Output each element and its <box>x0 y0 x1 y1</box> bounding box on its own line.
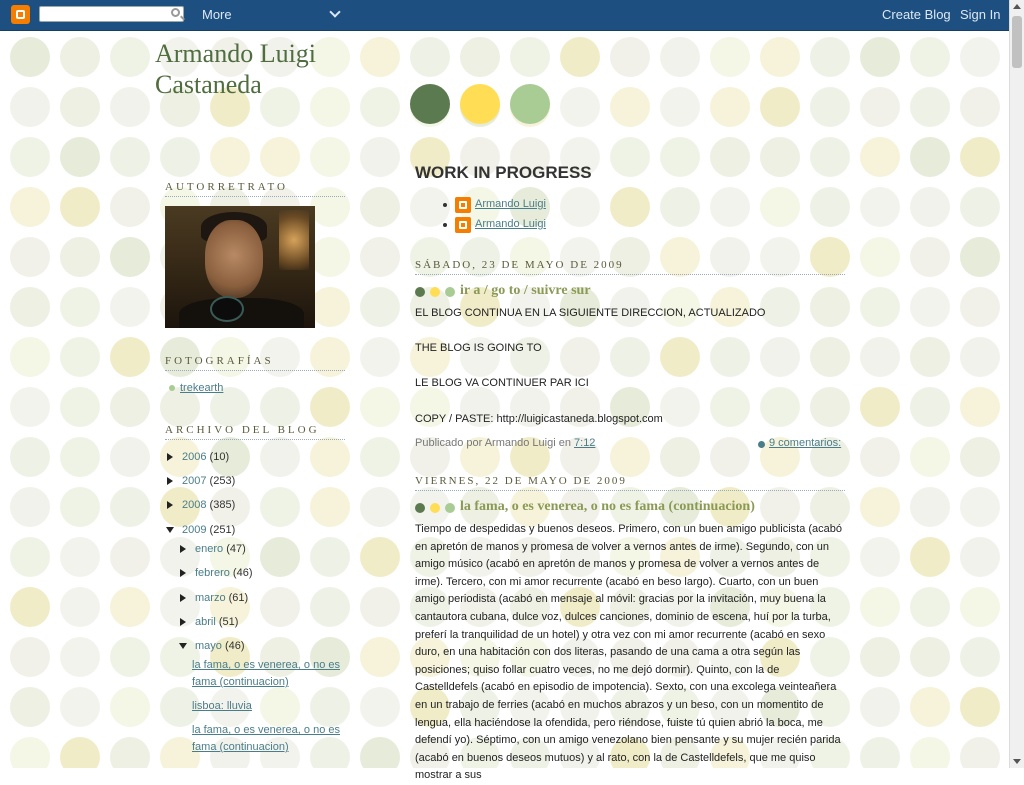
post-title[interactable]: la fama, o es venerea, o no es fama (continuacion) <box>460 499 755 514</box>
background-dot <box>260 437 300 477</box>
archive-post-link[interactable]: la fama, o es venerea, o no es fama (continuacion) <box>192 659 340 688</box>
background-dot <box>110 687 150 727</box>
post-author-label: Publicado por Armando Luigi en <box>415 437 571 449</box>
background-dot <box>910 487 950 527</box>
background-dot <box>110 37 150 77</box>
background-dot <box>910 187 950 227</box>
background-dot <box>360 687 400 727</box>
archive-month-febrero[interactable] <box>195 567 252 579</box>
background-dot <box>60 87 100 127</box>
background-dot <box>10 737 50 768</box>
background-dot <box>310 287 350 327</box>
archive-count: (46) <box>224 640 245 652</box>
background-dot <box>910 687 950 727</box>
background-dot <box>560 87 600 127</box>
more-menu-link[interactable]: More <box>202 7 232 22</box>
expand-arrow-icon[interactable] <box>167 453 173 461</box>
background-dot <box>210 137 250 177</box>
background-dot <box>10 137 50 177</box>
comment-icon <box>758 441 765 448</box>
background-dot <box>110 537 150 577</box>
background-dot <box>60 37 100 77</box>
background-dot <box>360 437 400 477</box>
background-dot <box>660 187 700 227</box>
header-yellow-dot <box>460 84 500 124</box>
background-dot <box>960 287 1000 327</box>
background-dot <box>910 587 950 627</box>
background-dot <box>810 137 850 177</box>
background-dot <box>360 337 400 377</box>
scroll-down-arrow-icon[interactable] <box>1013 759 1021 764</box>
expand-arrow-icon[interactable] <box>167 501 173 509</box>
author-portrait-image[interactable] <box>165 206 315 328</box>
background-dot <box>60 487 100 527</box>
background-dot <box>60 437 100 477</box>
expand-arrow-icon[interactable] <box>180 594 186 602</box>
expand-arrow-icon[interactable] <box>167 477 173 485</box>
background-dot <box>810 337 850 377</box>
archive-year-link[interactable]: 2007 <box>182 475 207 487</box>
background-dot <box>360 137 400 177</box>
background-dot <box>10 587 50 627</box>
archive-year-2009[interactable] <box>182 524 235 536</box>
background-dot <box>910 337 950 377</box>
background-dot <box>860 337 900 377</box>
background-dot <box>910 237 950 277</box>
background-dot <box>310 437 350 477</box>
background-dot <box>960 37 1000 77</box>
background-dot <box>660 387 700 427</box>
background-dot <box>910 137 950 177</box>
background-dot <box>960 137 1000 177</box>
background-dot <box>360 637 400 677</box>
post-text: EL BLOG CONTINUA EN LA SIGUIENTE DIRECCION, ACTUALIZADO <box>415 307 766 319</box>
background-dot <box>60 137 100 177</box>
background-dot <box>260 137 300 177</box>
background-dot <box>960 637 1000 677</box>
camera-icon <box>210 296 244 322</box>
header-dark-dot <box>410 84 450 124</box>
background-dot <box>710 437 750 477</box>
background-dot <box>360 487 400 527</box>
background-dot <box>710 137 750 177</box>
background-dot <box>760 137 800 177</box>
title-dot-dark <box>415 503 425 513</box>
expand-arrow-icon[interactable] <box>180 618 186 626</box>
archive-month-link[interactable]: mayo <box>195 640 222 652</box>
background-dot <box>10 537 50 577</box>
background-dot <box>110 87 150 127</box>
archive-count: (251) <box>209 524 236 536</box>
archive-count: (253) <box>209 475 236 487</box>
expand-arrow-icon[interactable] <box>180 545 186 553</box>
background-dot <box>860 87 900 127</box>
scrollbar-thumb[interactable] <box>1012 16 1022 68</box>
blogger-icon <box>455 217 471 233</box>
archive-count: (385) <box>209 499 236 511</box>
blogger-logo-icon[interactable] <box>11 5 30 24</box>
archive-count: (10) <box>209 451 230 463</box>
post-text: COPY / PASTE: http://luigicastaneda.blogspot.com <box>415 413 663 425</box>
background-dot <box>910 287 950 327</box>
post-date-header: VIERNES, 22 DE MAYO DE 2009 <box>415 475 845 491</box>
archive-year-link[interactable]: 2009 <box>182 524 207 536</box>
background-dot <box>10 87 50 127</box>
background-dot <box>960 387 1000 427</box>
background-dot <box>260 587 300 627</box>
background-dot <box>510 37 550 77</box>
background-dot <box>310 137 350 177</box>
background-dot <box>360 237 400 277</box>
background-dot <box>60 237 100 277</box>
background-dot <box>360 587 400 627</box>
archive-count: (61) <box>228 592 249 604</box>
background-dot <box>710 87 750 127</box>
background-dot <box>110 737 150 768</box>
background-dot <box>110 637 150 677</box>
post-title[interactable]: ir a / go to / suivre sur <box>460 283 591 298</box>
background-dot <box>860 587 900 627</box>
background-dot <box>60 187 100 227</box>
archivo-heading: ARCHIVO DEL BLOG <box>165 424 345 440</box>
archive-year-2007[interactable] <box>182 475 235 487</box>
scroll-up-arrow-icon[interactable] <box>1013 4 1021 9</box>
background-dot <box>760 87 800 127</box>
background-dot <box>760 337 800 377</box>
background-dot <box>660 37 700 77</box>
autorretrato-heading: AUTORRETRATO <box>165 181 345 197</box>
background-dot <box>960 437 1000 477</box>
title-dot-dark <box>415 287 425 297</box>
background-dot <box>860 137 900 177</box>
background-dot <box>360 737 400 768</box>
archive-year-2008[interactable] <box>182 499 235 511</box>
background-dot <box>460 37 500 77</box>
background-dot <box>910 737 950 768</box>
background-dot <box>60 587 100 627</box>
background-dot <box>360 537 400 577</box>
background-dot <box>10 387 50 427</box>
background-dot <box>860 437 900 477</box>
background-dot <box>410 187 450 227</box>
post-body: Tiempo de despedidas y buenos deseos. Primero, con un buen amigo publicista (acabó en apretón de manos y promesa de volver a vernos antes de irme). Segundo, con un amigo músico (acabó en apretón de manos y promesa de volver a vernos antes de irme). Tercero, con mi amor recurrente (acabó en beso largo). Cuarto, con un buen amigo periodista (acabó en mensaje al móvil: gracias por la invitación, muy buena la cantautora cubana, dulce voz, dulces canciones, dominio de escena, huí por la turba, preferí la tranquilidad de un hotel) y otra vez con mi amor recurrente (acabó en sexo duro, en una habitación con dos literas, pasando de una cama a otra según las posiciones; quiso follar cuatro veces, no me dejó dormir). Quinto, con la de Castelldefels (acabó en episodio de impotencia). Sexto, con una excolega veinteañera en un trabajo de ferries (acabó en muchos abrazos y un beso, con un momentito de lengua, ella haciéndose la ofendida, pero riéndose, fuiste tú quien abrió la boca, me defendí yo). Séptimo, con un amigo venezolano bien pensante y su mujer recién parida (acabó en buenos deseos mutuos) y al rato, con la de Castelldefels, que me quiso mostrar a sus <box>415 523 843 782</box>
background-dot <box>10 487 50 527</box>
background-dot <box>560 187 600 227</box>
background-dot <box>10 637 50 677</box>
search-icon[interactable] <box>171 8 180 17</box>
background-dot <box>10 437 50 477</box>
background-dot <box>110 187 150 227</box>
background-dot <box>110 437 150 477</box>
background-dot <box>610 187 650 227</box>
archive-post-link[interactable]: lisboa: lluvia <box>192 700 252 712</box>
title-dot-green <box>445 287 455 297</box>
background-dot <box>610 37 650 77</box>
archive-post-link[interactable]: la fama, o es venerea, o no es fama (continuacion) <box>192 724 340 753</box>
background-dot <box>910 37 950 77</box>
background-dot <box>60 287 100 327</box>
background-dot <box>760 187 800 227</box>
background-dot <box>560 37 600 77</box>
background-dot <box>860 37 900 77</box>
archive-count: (46) <box>232 567 253 579</box>
background-dot <box>60 537 100 577</box>
background-dot <box>960 737 1000 768</box>
background-dot <box>110 337 150 377</box>
background-dot <box>810 37 850 77</box>
background-dot <box>660 137 700 177</box>
archive-month-abril[interactable] <box>195 616 238 628</box>
background-dot <box>10 37 50 77</box>
background-dot <box>610 87 650 127</box>
post-time-link[interactable]: 7:12 <box>574 437 596 449</box>
background-dot <box>610 337 650 377</box>
archive-count: (47) <box>226 543 246 555</box>
sign-in-link[interactable]: Sign In <box>960 7 1001 22</box>
background-dot <box>10 287 50 327</box>
background-dot <box>110 237 150 277</box>
background-dot <box>910 437 950 477</box>
fotografias-heading: FOTOGRAFÍAS <box>165 355 345 371</box>
background-dot <box>960 537 1000 577</box>
archive-month-link[interactable]: marzo <box>195 592 226 604</box>
background-dot <box>910 537 950 577</box>
work-in-progress-heading: WORK IN PROGRESS <box>415 163 592 182</box>
archive-count: (51) <box>218 616 239 628</box>
blogger-navbar <box>0 0 1009 31</box>
search-input[interactable] <box>39 6 184 22</box>
background-dot <box>660 437 700 477</box>
background-dot <box>860 637 900 677</box>
background-dot <box>260 537 300 577</box>
archive-month-marzo[interactable] <box>195 592 248 604</box>
blog-title[interactable] <box>155 38 385 100</box>
list-bullet <box>443 223 447 227</box>
header-green-dot <box>510 84 550 124</box>
background-dot <box>10 687 50 727</box>
wip-profile-link[interactable]: Armando Luigi <box>475 218 546 230</box>
background-dot <box>810 87 850 127</box>
archive-month-enero[interactable] <box>195 543 246 555</box>
background-dot <box>710 187 750 227</box>
background-dot <box>860 387 900 427</box>
background-dot <box>10 187 50 227</box>
background-dot <box>610 437 650 477</box>
archive-month-link[interactable]: febrero <box>195 567 230 579</box>
background-dot <box>260 387 300 427</box>
post-date-header: SÁBADO, 23 DE MAYO DE 2009 <box>415 259 845 275</box>
background-dot <box>110 487 150 527</box>
background-dot <box>860 287 900 327</box>
archive-year-link[interactable]: 2006 <box>182 451 207 463</box>
background-dot <box>360 287 400 327</box>
background-dot <box>860 687 900 727</box>
collapse-arrow-icon[interactable] <box>179 643 187 649</box>
create-blog-link[interactable]: Create Blog <box>882 7 951 22</box>
background-dot <box>910 637 950 677</box>
collapse-arrow-icon[interactable] <box>166 527 174 533</box>
post-text: THE BLOG IS GOING TO <box>415 342 542 354</box>
background-dot <box>260 487 300 527</box>
comments-link[interactable]: 9 comentarios: <box>769 437 842 449</box>
title-dot-green <box>445 503 455 513</box>
background-dot <box>610 137 650 177</box>
background-dot <box>310 587 350 627</box>
background-dot <box>360 387 400 427</box>
title-dot-yellow <box>430 287 440 297</box>
background-dot <box>110 387 150 427</box>
background-dot <box>760 387 800 427</box>
background-dot <box>60 737 100 768</box>
background-dot <box>110 287 150 327</box>
title-dot-yellow <box>430 503 440 513</box>
post-footer <box>415 437 595 449</box>
background-dot <box>860 537 900 577</box>
background-dot <box>710 387 750 427</box>
background-dot <box>110 137 150 177</box>
blogger-icon <box>455 197 471 213</box>
archive-year-2006[interactable] <box>182 451 229 463</box>
post-text: LE BLOG VA CONTINUER PAR ICI <box>415 377 589 389</box>
background-dot <box>710 37 750 77</box>
background-dot <box>310 487 350 527</box>
background-dot <box>860 487 900 527</box>
chevron-down-icon[interactable] <box>329 6 340 17</box>
background-dot <box>310 387 350 427</box>
background-dot <box>10 237 50 277</box>
background-dot <box>960 587 1000 627</box>
background-dot <box>860 237 900 277</box>
background-dot <box>960 87 1000 127</box>
background-dot <box>960 337 1000 377</box>
background-dot <box>710 337 750 377</box>
expand-arrow-icon[interactable] <box>180 569 186 577</box>
background-dot <box>760 287 800 327</box>
background-dot <box>60 387 100 427</box>
archive-month-link[interactable]: enero <box>195 543 224 555</box>
archive-year-link[interactable]: 2008 <box>182 499 207 511</box>
background-dot <box>860 187 900 227</box>
archive-month-mayo[interactable] <box>195 640 245 652</box>
bullet-dot-icon <box>169 385 175 391</box>
blog-title-line2: Castaneda <box>155 70 262 99</box>
background-dot <box>910 87 950 127</box>
background-dot <box>960 687 1000 727</box>
trekearth-link[interactable]: trekearth <box>180 382 224 394</box>
background-dot <box>60 687 100 727</box>
background-dot <box>860 737 900 768</box>
background-dot <box>60 637 100 677</box>
background-dot <box>810 187 850 227</box>
list-bullet <box>443 203 447 207</box>
background-dot <box>560 337 600 377</box>
vertical-scrollbar[interactable] <box>1009 0 1024 768</box>
background-dot <box>110 587 150 627</box>
background-dot <box>310 237 350 277</box>
archive-month-link[interactable]: abril <box>195 616 216 628</box>
background-dot <box>960 487 1000 527</box>
background-dot <box>910 387 950 427</box>
background-dot <box>310 537 350 577</box>
background-dot <box>810 287 850 327</box>
blog-title-line1: Armando Luigi <box>155 39 317 68</box>
wip-profile-link[interactable]: Armando Luigi <box>475 198 546 210</box>
background-dot <box>760 37 800 77</box>
background-dot <box>960 187 1000 227</box>
background-dot <box>160 137 200 177</box>
background-dot <box>810 387 850 427</box>
background-dot <box>10 337 50 377</box>
background-dot <box>660 337 700 377</box>
background-dot <box>660 87 700 127</box>
background-dot <box>960 237 1000 277</box>
portrait-face <box>205 220 263 298</box>
background-dot <box>60 337 100 377</box>
portrait-lamp <box>279 210 309 270</box>
background-dot <box>410 37 450 77</box>
background-dot <box>360 187 400 227</box>
